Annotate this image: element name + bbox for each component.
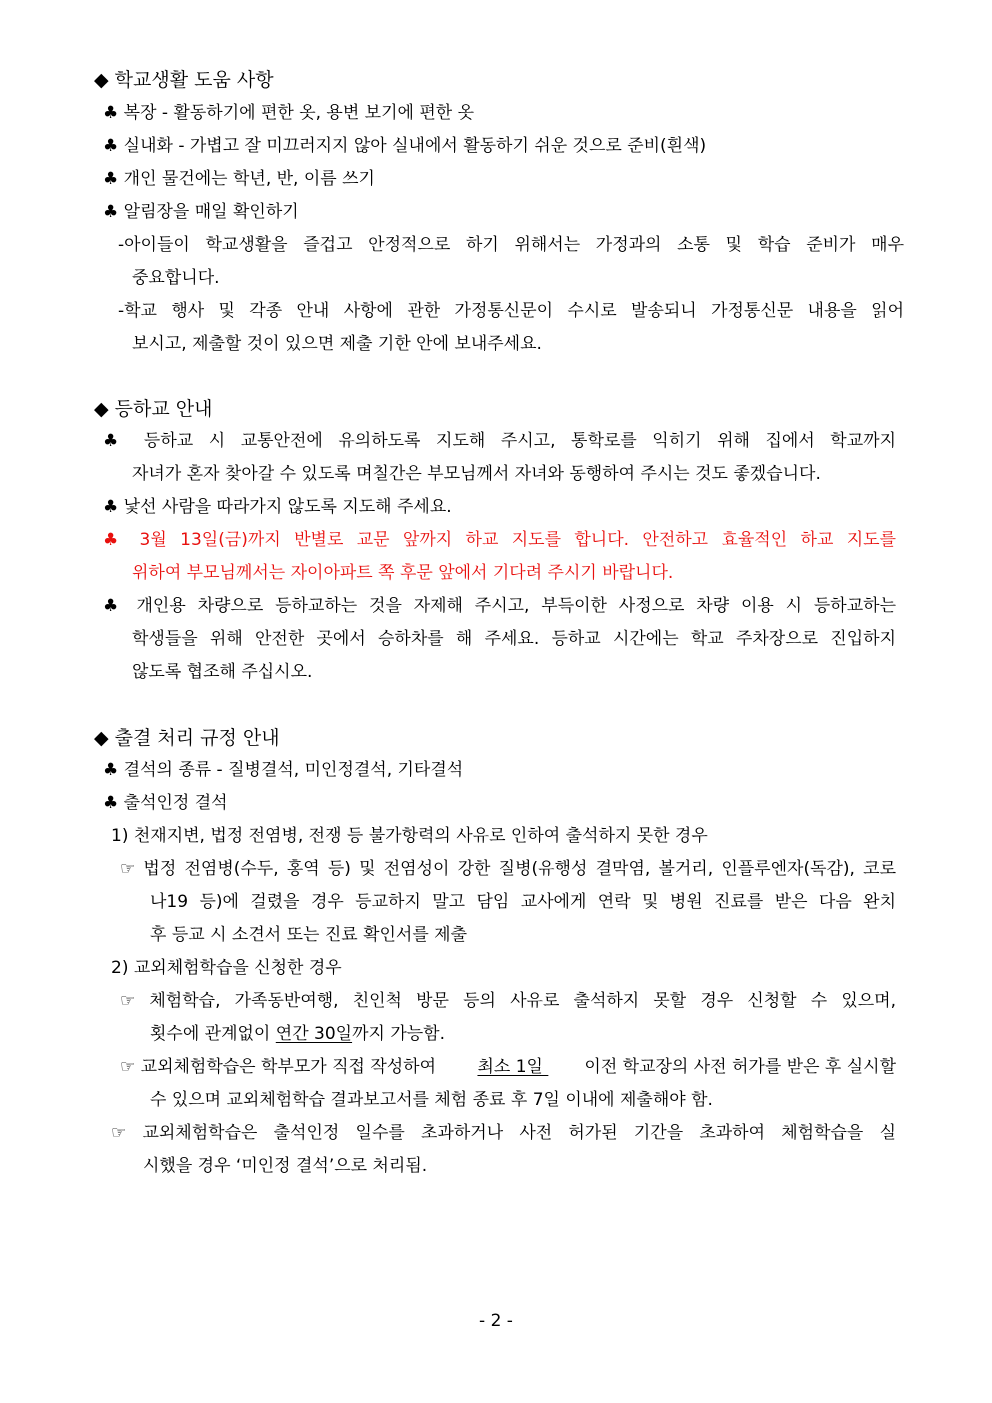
- attendance-sub2-note2-line1: [120, 1056, 896, 1078]
- attendance-sub1: 1) 천재지변, 법정 전염병, 전쟁 등 불가항력의 사유로 인하여 출석하지 못한 경우: [111, 826, 708, 846]
- attendance-sub1-note-line3: 후 등교 시 소견서 또는 진료 확인서를 제출: [150, 925, 468, 945]
- section-heading-school-life: ◆ 학교생활 도움 사항: [94, 69, 274, 91]
- commute-item3-line2-highlight: 위하여 부모님께서는 자이아파트 쪽 후문 앞에서 기다려 주시기 바랍니다.: [132, 563, 674, 583]
- commute-item4-line3: 않도록 협조해 주십시오.: [132, 662, 313, 682]
- annual-30-days-underlined: 연간 30일: [275, 1024, 353, 1044]
- school-life-item-indoor-shoes: ♣ 실내화 - 가볍고 잘 미끄러지지 않아 실내에서 활동하기 쉬운 것으로 준비(흰색): [103, 136, 707, 156]
- commute-item2: ♣ 낯선 사람을 따라가지 않도록 지도해 주세요.: [103, 497, 452, 517]
- attendance-sub2-note1-line1: ☞ 체험학습, 가족동반여행, 친인척 방문 등의 사유로 출석하지 못할 경우 신청할 수 있으며,: [120, 991, 896, 1011]
- commute-item3-line1-highlight: ♣ 3월 13일(금)까지 반별로 교문 앞까지 하교 지도를 합니다. 안전하고 효율적인 하교 지도를: [103, 530, 896, 550]
- attendance-sub1-note-line2: 나19 등)에 걸렸을 경우 등교하지 말고 담임 교사에게 연락 및 병원 진료를 받은 다음 완치: [150, 892, 896, 912]
- note2-line1-pre: ☞ 교외체험학습은 학부모가 직접 작성하여: [120, 1057, 442, 1077]
- school-life-note2-line2: 보시고, 제출할 것이 있으면 제출 기한 안에 보내주세요.: [132, 334, 542, 354]
- section-heading-attendance: ◆ 출결 처리 규정 안내: [94, 727, 280, 749]
- commute-item4-line2: 학생들을 위해 안전한 곳에서 승하차를 해 주세요. 등하교 시간에는 학교 주차장으로 진입하지: [132, 629, 896, 649]
- school-life-note1-line1: -아이들이 학교생활을 즐겁고 안정적으로 하기 위해서는 가정과의 소통 및 학습 준비가 매우: [118, 235, 904, 255]
- school-life-item-labels: ♣ 개인 물건에는 학년, 반, 이름 쓰기: [103, 169, 375, 189]
- commute-item1-line1: ♣ 등하교 시 교통안전에 유의하도록 지도해 주시고, 통학로를 익히기 위해 집에서 학교까지: [103, 431, 896, 451]
- section-heading-commute: ◆ 등하교 안내: [94, 398, 213, 420]
- attendance-sub2-note2-line2: 수 있으며 교외체험학습 결과보고서를 체험 종료 후 7일 이내에 제출해야 함.: [150, 1090, 713, 1110]
- attendance-item-recognized-absence: ♣ 출석인정 결석: [103, 793, 228, 813]
- note1-line2-post: 까지 가능함.: [352, 1024, 445, 1044]
- page-number: - 2 -: [479, 1311, 513, 1331]
- commute-item4-line1: ♣ 개인용 차량으로 등하교하는 것을 자제해 주시고, 부득이한 사정으로 차량 이용 시 등하교하는: [103, 596, 896, 616]
- school-life-item-notice-book: ♣ 알림장을 매일 확인하기: [103, 202, 299, 222]
- school-life-item-clothing: ♣ 복장 - 활동하기에 편한 옷, 용변 보기에 편한 옷: [103, 103, 475, 123]
- school-life-note1-line2: 중요합니다.: [132, 268, 220, 288]
- attendance-sub1-note-line1: ☞ 법정 전염병(수두, 홍역 등) 및 전염성이 강한 질병(유행성 결막염, 볼거리, 인플루엔자(독감), 코로: [120, 859, 896, 879]
- commute-item1-line2: 자녀가 혼자 찾아갈 수 있도록 며칠간은 부모님께서 자녀와 동행하여 주시는 것도 좋겠습니다.: [132, 464, 821, 484]
- note2-line1-post: 이전 학교장의 사전 허가를 받은 후 실시할: [584, 1057, 896, 1077]
- attendance-sub2: 2) 교외체험학습을 신청한 경우: [111, 958, 342, 978]
- attendance-item-absence-types: ♣ 결석의 종류 - 질병결석, 미인정결석, 기타결석: [103, 760, 464, 780]
- note1-line2-pre: 횟수에 관계없이: [150, 1024, 276, 1044]
- minimum-1-day-underlined: 최소 1일: [477, 1057, 549, 1077]
- attendance-sub2-note3-line2: 시했을 경우 ‘미인정 결석’으로 처리됨.: [143, 1156, 428, 1176]
- school-life-note2-line1: -학교 행사 및 각종 안내 사항에 관한 가정통신문이 수시로 발송되니 가정통신문 내용을 읽어: [118, 301, 904, 321]
- attendance-sub2-note3-line1: ☞ 교외체험학습은 출석인정 일수를 초과하거나 사전 허가된 기간을 초과하여 체험학습을 실: [111, 1123, 896, 1143]
- attendance-sub2-note1-line2: [150, 1023, 445, 1045]
